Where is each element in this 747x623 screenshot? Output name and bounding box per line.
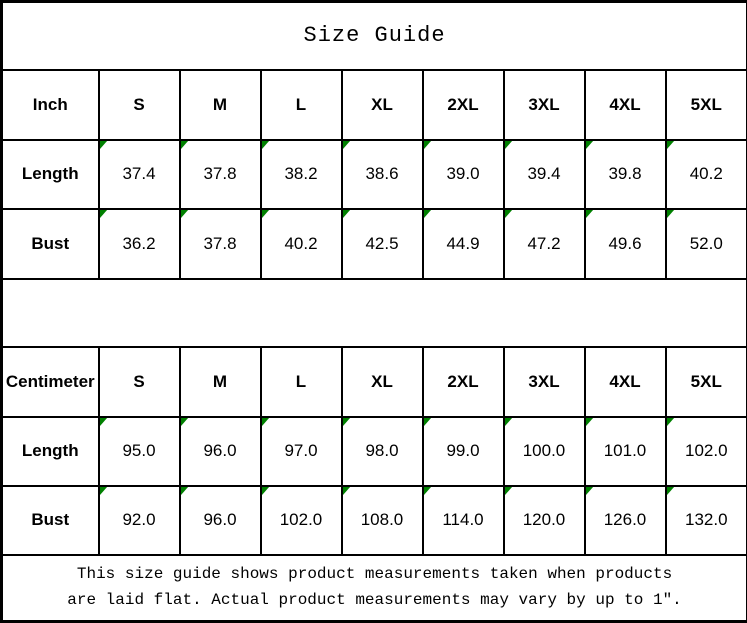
row-label-bust: Bust [2,209,99,279]
size-header-3xl: 3XL [504,70,585,140]
measurement-cell [666,417,747,486]
measurement-value: 39.8 [608,164,641,183]
measurement-value: 39.0 [446,164,479,183]
measurement-cell [261,209,342,279]
stored-as-text-indicator-icon [181,418,189,427]
measurement-value: 120.0 [523,510,566,529]
stored-as-text-indicator-icon [262,487,270,496]
measurement-value: 100.0 [523,441,566,460]
page-title: Size Guide [2,2,747,70]
stored-as-text-indicator-icon [667,418,675,427]
measurement-cell [342,417,423,486]
measurement-cell [585,209,666,279]
size-header-5xl: 5XL [666,347,747,417]
stored-as-text-indicator-icon [100,141,108,150]
stored-as-text-indicator-icon [181,141,189,150]
stored-as-text-indicator-icon [586,487,594,496]
size-header-m: M [180,347,261,417]
unit-header-inch: Inch [2,70,99,140]
stored-as-text-indicator-icon [505,418,513,427]
measurement-cell [423,486,504,555]
row-label-length: Length [2,140,99,209]
measurement-cell [99,140,180,209]
size-header-4xl: 4XL [585,347,666,417]
measurement-value: 36.2 [122,234,155,253]
stored-as-text-indicator-icon [262,141,270,150]
stored-as-text-indicator-icon [667,141,675,150]
footer-note [2,555,747,622]
unit-header-centimeter: Centimeter [2,347,99,417]
stored-as-text-indicator-icon [505,210,513,219]
stored-as-text-indicator-icon [343,141,351,150]
stored-as-text-indicator-icon [424,487,432,496]
measurement-value: 38.2 [284,164,317,183]
size-header-m: M [180,70,261,140]
measurement-cell [342,486,423,555]
measurement-cell [261,140,342,209]
measurement-cell [99,417,180,486]
measurement-value: 40.2 [284,234,317,253]
size-header-4xl: 4XL [585,70,666,140]
measurement-value: 38.6 [365,164,398,183]
row-label-bust: Bust [2,486,99,555]
measurement-cell [180,209,261,279]
measurement-cell [261,417,342,486]
measurement-value: 37.8 [203,234,236,253]
measurement-cell [342,140,423,209]
measurement-cell [504,209,585,279]
measurement-cell [342,209,423,279]
measurement-value: 108.0 [361,510,404,529]
measurement-value: 114.0 [442,510,483,529]
stored-as-text-indicator-icon [424,210,432,219]
size-header-l: L [261,70,342,140]
size-header-s: S [99,70,180,140]
measurement-value: 102.0 [685,441,728,460]
measurement-value: 96.0 [203,510,236,529]
measurement-value: 49.6 [608,234,641,253]
stored-as-text-indicator-icon [100,487,108,496]
measurement-value: 37.4 [122,164,155,183]
stored-as-text-indicator-icon [424,418,432,427]
stored-as-text-indicator-icon [100,418,108,427]
table-spacer [2,279,747,347]
measurement-cell [180,140,261,209]
stored-as-text-indicator-icon [505,141,513,150]
stored-as-text-indicator-icon [667,487,675,496]
measurement-cell [585,140,666,209]
measurement-value: 37.8 [203,164,236,183]
measurement-cell [504,140,585,209]
measurement-cell [99,486,180,555]
measurement-value: 95.0 [122,441,155,460]
measurement-value: 98.0 [365,441,398,460]
measurement-value: 96.0 [203,441,236,460]
stored-as-text-indicator-icon [424,141,432,150]
measurement-cell [585,417,666,486]
measurement-value: 47.2 [527,234,560,253]
measurement-cell [666,140,747,209]
stored-as-text-indicator-icon [262,210,270,219]
measurement-cell [585,486,666,555]
stored-as-text-indicator-icon [343,418,351,427]
stored-as-text-indicator-icon [586,210,594,219]
size-header-3xl: 3XL [504,347,585,417]
measurement-value: 92.0 [122,510,155,529]
measurement-cell [504,417,585,486]
stored-as-text-indicator-icon [343,487,351,496]
measurement-cell [423,417,504,486]
stored-as-text-indicator-icon [100,210,108,219]
measurement-cell [180,486,261,555]
stored-as-text-indicator-icon [586,418,594,427]
measurement-cell [504,486,585,555]
measurement-value: 44.9 [446,234,479,253]
stored-as-text-indicator-icon [262,418,270,427]
measurement-cell [261,486,342,555]
size-header-5xl: 5XL [666,70,747,140]
stored-as-text-indicator-icon [181,487,189,496]
size-header-2xl: 2XL [423,70,504,140]
measurement-cell [423,140,504,209]
measurement-value: 126.0 [604,510,647,529]
row-label-length: Length [2,417,99,486]
stored-as-text-indicator-icon [586,141,594,150]
size-header-xl: XL [342,70,423,140]
size-header-2xl: 2XL [423,347,504,417]
measurement-cell [666,486,747,555]
measurement-value: 101.0 [604,441,647,460]
measurement-value: 102.0 [280,510,323,529]
size-header-s: S [99,347,180,417]
measurement-value: 39.4 [527,164,560,183]
stored-as-text-indicator-icon [343,210,351,219]
measurement-cell [99,209,180,279]
measurement-value: 97.0 [284,441,317,460]
measurement-cell [180,417,261,486]
measurement-value: 42.5 [365,234,398,253]
stored-as-text-indicator-icon [505,487,513,496]
size-header-l: L [261,347,342,417]
footer-note-line2: are laid flat. Actual product measurements may vary by up to 1″. [3,588,746,614]
measurement-cell [423,209,504,279]
size-header-xl: XL [342,347,423,417]
measurement-value: 132.0 [685,510,728,529]
measurement-value: 52.0 [690,234,723,253]
measurement-value: 99.0 [446,441,479,460]
footer-note-line1: This size guide shows product measurements taken when products [3,562,746,588]
measurement-value: 40.2 [690,164,723,183]
stored-as-text-indicator-icon [181,210,189,219]
measurement-cell [666,209,747,279]
stored-as-text-indicator-icon [667,210,675,219]
